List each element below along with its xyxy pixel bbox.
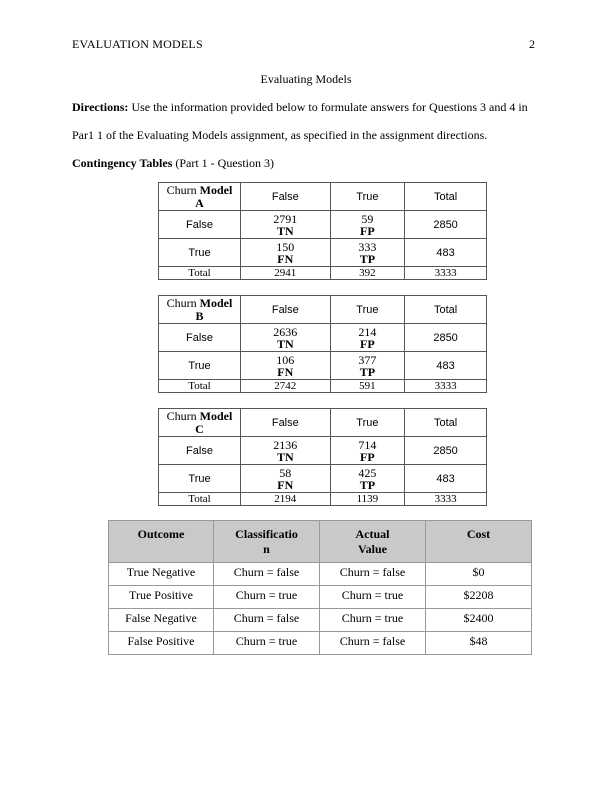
row-header-total: Total [159,380,241,393]
table-row [109,586,532,609]
cell-tp: 377 TP [330,352,405,380]
cell-total-true: 591 [330,380,405,393]
contingency-table-model-a [158,182,487,280]
cell-tn: 2791 TN [241,211,331,239]
table-row [109,563,532,586]
cell-tn: 2136 TN [241,437,331,465]
col-header-true: True [330,409,405,437]
cell-fn: 150 FN [241,239,331,267]
table-corner-cell: Churn Model A [159,183,241,211]
cell-total-false: 2941 [241,267,331,280]
cell-outcome: True Negative [109,563,214,586]
cell-tp: 425 TP [330,465,405,493]
cell-row-false-total: 2850 [405,211,487,239]
cell-outcome: False Negative [109,609,214,632]
cell-cost: $48 [426,632,532,655]
table-corner-cell: Churn Model B [159,296,241,324]
cell-tn: 2636 TN [241,324,331,352]
directions-label: Directions: [72,100,129,114]
col-header-total: Total [405,296,487,324]
col-header-false: False [241,409,331,437]
col-header-total: Total [405,183,487,211]
cell-outcome: False Positive [109,632,214,655]
cell-actual: Churn = false [320,632,426,655]
cell-fp: 214 FP [330,324,405,352]
col-header-true: True [330,296,405,324]
cell-actual: Churn = true [320,586,426,609]
directions-text-1: Use the information provided below to formulate answers for Questions 3 and 4 in [128,100,528,114]
cell-fn: 58 FN [241,465,331,493]
contingency-heading-label: Contingency Tables [72,156,173,170]
col-header-true: True [330,183,405,211]
contingency-table-model-c [158,408,487,506]
col-header-cost: Cost [426,521,532,563]
col-header-actual-value: Actual Value [320,521,426,563]
cell-actual: Churn = true [320,609,426,632]
table-row [109,632,532,655]
cell-total-false: 2194 [241,493,331,506]
cell-fp: 714 FP [330,437,405,465]
cell-fn: 106 FN [241,352,331,380]
col-header-total: Total [405,409,487,437]
cell-total-true: 392 [330,267,405,280]
col-header-false: False [241,296,331,324]
cell-classification: Churn = true [214,632,320,655]
cell-grand-total: 3333 [405,267,487,280]
row-header-false: False [159,324,241,352]
cell-grand-total: 3333 [405,380,487,393]
col-header-classification: Classificatio n [214,521,320,563]
cell-cost: $0 [426,563,532,586]
contingency-heading [72,156,274,171]
table-row [109,609,532,632]
running-head: EVALUATION MODELS [72,37,203,51]
cell-grand-total: 3333 [405,493,487,506]
row-header-total: Total [159,267,241,280]
cell-total-true: 1139 [330,493,405,506]
row-header-true: True [159,239,241,267]
row-header-false: False [159,437,241,465]
contingency-table-model-b [158,295,487,393]
col-header-false: False [241,183,331,211]
contingency-heading-suffix: (Part 1 - Question 3) [172,156,275,170]
row-header-true: True [159,352,241,380]
page-number: 2 [529,37,536,51]
cell-row-false-total: 2850 [405,324,487,352]
cell-row-false-total: 2850 [405,437,487,465]
row-header-true: True [159,465,241,493]
cell-actual: Churn = false [320,563,426,586]
cell-classification: Churn = false [214,609,320,632]
cell-fp: 59 FP [330,211,405,239]
cell-classification: Churn = false [214,563,320,586]
cell-row-true-total: 483 [405,465,487,493]
cell-tp: 333 TP [330,239,405,267]
row-header-total: Total [159,493,241,506]
cell-row-true-total: 483 [405,239,487,267]
cell-row-true-total: 483 [405,352,487,380]
directions-line-2: Par1 1 of the Evaluating Models assignment, as specified in the assignment directions. [72,128,488,142]
table-corner-cell: Churn Model C [159,409,241,437]
cell-outcome: True Positive [109,586,214,609]
row-header-false: False [159,211,241,239]
cell-classification: Churn = true [214,586,320,609]
directions-line-1 [72,100,528,115]
cost-table [108,520,532,655]
cell-cost: $2208 [426,586,532,609]
page-title: Evaluating Models [260,72,352,86]
cell-cost: $2400 [426,609,532,632]
col-header-outcome: Outcome [109,521,214,563]
cell-total-false: 2742 [241,380,331,393]
